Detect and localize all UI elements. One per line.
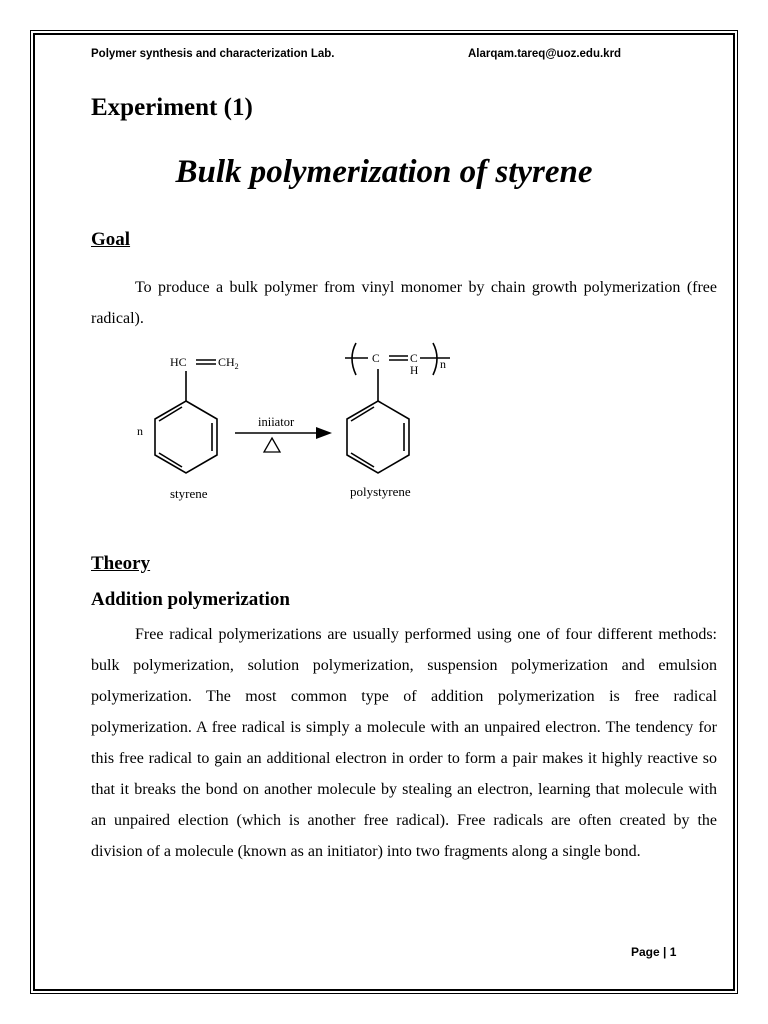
theory-paragraph: Free radical polymerizations are usually performed using one of four different methods: bulk polymerization, solution polymerization, suspension polymerization and emulsion polymerization. The most common type of addition polymerization is free radical polymerization. A free radical is simply a molecule with an unpaired electron. The tendency for this free radical to gain an additional electron in order to form a pair makes it highly reactive so that it breaks the bond on another molecule by stealing an electron, learning that molecule with an unpaired election (which is another free radical). Free radicals are often created by the division of a molecule (known as an initiator) into two fragments along a single bond. bbox=[91, 626, 717, 860]
addition-polymerization-heading: Addition polymerization bbox=[91, 589, 290, 610]
monomer-ch2-label: $CH_2$ bbox=[218, 355, 239, 371]
polymer-subscript-n: n bbox=[440, 357, 446, 371]
styrene-label: styrene bbox=[170, 486, 208, 501]
goal-paragraph: To produce a bulk polymer from vinyl monomer by chain growth polymerization (free radical). bbox=[91, 279, 717, 327]
header-lab-title: Polymer synthesis and characterization Lab. bbox=[91, 48, 335, 60]
monomer-hc-label: HC bbox=[170, 355, 187, 369]
reaction-scheme-diagram bbox=[120, 335, 460, 515]
polystyrene-structure bbox=[345, 343, 450, 473]
polymer-carbon-1: C bbox=[372, 353, 380, 365]
arrow-head-icon bbox=[316, 427, 332, 439]
monomer-coefficient: n bbox=[137, 424, 143, 438]
header-email: Alarqam.tareq@uoz.edu.krd bbox=[468, 48, 622, 60]
polymer-hydrogen: H bbox=[410, 365, 419, 377]
experiment-label: Experiment (1) bbox=[91, 94, 253, 121]
goal-heading: Goal bbox=[91, 229, 131, 250]
arrow-label-initiator: iniiator bbox=[258, 415, 295, 429]
page-number: Page | 1 bbox=[631, 945, 677, 959]
styrene-structure bbox=[155, 360, 217, 473]
heat-triangle-icon bbox=[264, 438, 280, 452]
theory-heading: Theory bbox=[91, 553, 151, 574]
polymer-carbon-2: C bbox=[410, 353, 418, 365]
polystyrene-label: polystyrene bbox=[350, 484, 411, 499]
document-title: Bulk polymerization of styrene bbox=[175, 154, 593, 190]
